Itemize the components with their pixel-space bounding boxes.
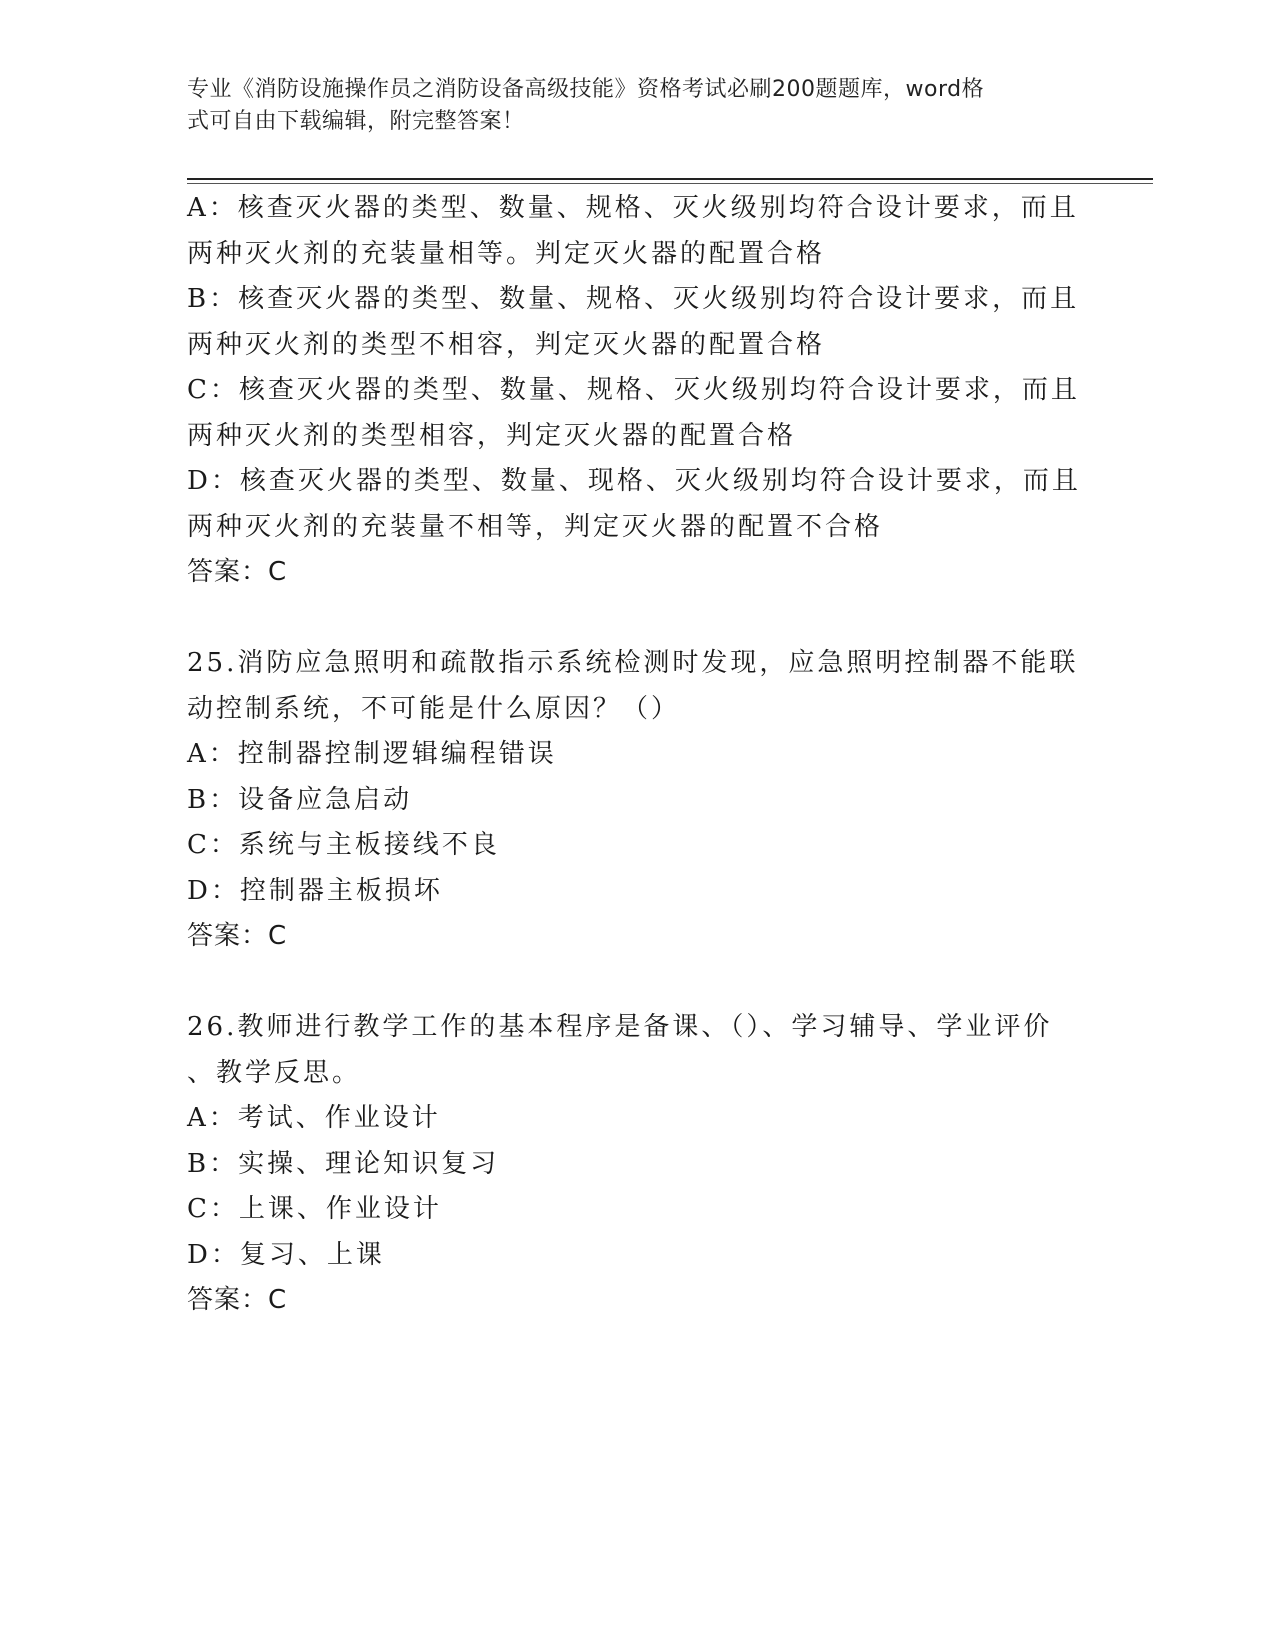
option-c-line-2: 两种灭火剂的类型相容，判定灭火器的配置合格 [187,420,797,451]
option-d: D：复习、上课 [187,1239,385,1270]
option-a: A：控制器控制逻辑编程错误 [187,739,557,769]
option-b-line-2: 两种灭火剂的类型不相容，判定灭火器的配置合格 [187,329,826,360]
header-divider [187,178,1153,180]
question-25 [187,641,1087,960]
option-c: C：系统与主板接线不良 [187,830,500,860]
question-stem-line-2: 动控制系统，不可能是什么原因？（） [187,693,681,724]
option-c-line-1: C：核查灭火器的类型、数量、规格、灭火级别均符合设计要求，而且 [187,375,1080,405]
question-stem-line-1: 25.消防应急照明和疏散指示系统检测时发现，应急照明控制器不能联 [187,648,1079,678]
question-stem-line-2: 、教学反思。 [187,1057,362,1088]
spacer [187,960,1087,1006]
question-stem-line-1: 26.教师进行教学工作的基本程序是备课、（）、学习辅导、学业评价 [187,1012,1053,1042]
question-26 [187,1005,1087,1324]
question-content [187,186,1087,1324]
answer-label: 答案：C [187,1285,288,1315]
answer-label: 答案：C [187,921,288,951]
spacer [187,596,1087,642]
option-b: B：设备应急启动 [187,784,413,815]
option-a-line-1: A：核查灭火器的类型、数量、规格、灭火级别均符合设计要求，而且 [187,193,1079,223]
option-b: B：实操、理论知识复习 [187,1148,500,1179]
option-d-line-1: D：核查灭火器的类型、数量、现格、灭火级别均符合设计要求，而且 [187,466,1081,496]
option-d: D：控制器主板损坏 [187,875,443,906]
page-header [187,74,1067,138]
header-divider-thin [187,183,1153,184]
question-24-continued [187,186,1087,596]
option-d-line-2: 两种灭火剂的充装量不相等，判定灭火器的配置不合格 [187,511,884,542]
option-a: A：考试、作业设计 [187,1103,441,1133]
option-b-line-1: B：核查灭火器的类型、数量、规格、灭火级别均符合设计要求，而且 [187,284,1080,314]
option-a-line-2: 两种灭火剂的充装量相等。判定灭火器的配置合格 [187,238,826,269]
header-title-line-1: 专业《消防设施操作员之消防设备高级技能》资格考试必刷200题题库，word格 [187,77,985,102]
header-title-line-2: 式可自由下载编辑，附完整答案！ [187,109,525,134]
answer-label: 答案：C [187,557,288,587]
option-c: C：上课、作业设计 [187,1194,442,1224]
